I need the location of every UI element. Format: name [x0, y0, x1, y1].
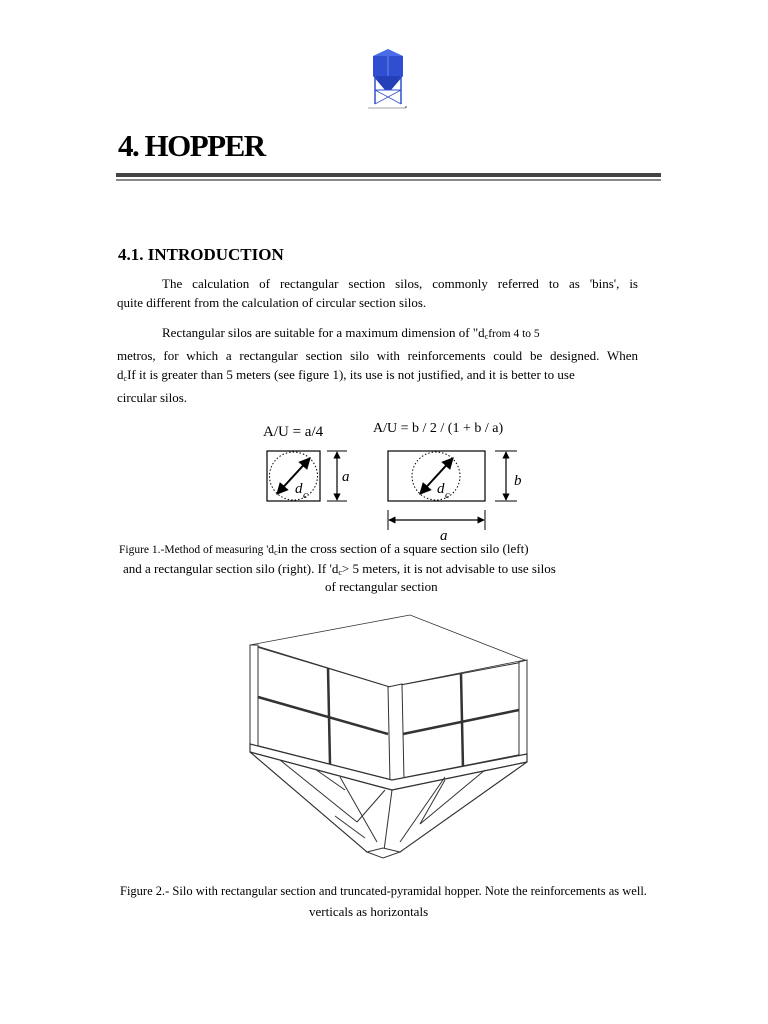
formula-right: A/U = b / 2 / (1 + b / a) [373, 421, 504, 436]
hopper-front-edge [383, 790, 392, 858]
figure-1-caption-line-1: Figure 1.-Method of measuring '$d_cin$ the cross section of a square section silo (left) [119, 541, 529, 557]
hopper-brace-8 [335, 816, 365, 838]
left-horizontal-rib [258, 697, 388, 734]
section-heading: 4.1. INTRODUCTION [118, 245, 284, 264]
silo-left-face [253, 645, 392, 780]
figure-1-caption-line-3: of rectangular section [325, 579, 438, 594]
hopper-outlet [367, 848, 400, 858]
paragraph-1-line-2: quite different from the calculation of circular section silos. [117, 295, 427, 310]
figure-2-silo-drawing [245, 612, 535, 867]
rectangular-label-c: c [445, 489, 450, 501]
hopper-brace-7 [420, 780, 445, 824]
paragraph-2 [117, 323, 638, 407]
paragraph-2-line-1: Rectangular silos are suitable for a maximum dimension of "$d_cfrom$ 4 to 5 [162, 325, 540, 341]
hopper-brace-3 [340, 777, 377, 842]
hopper-brace-4 [357, 790, 385, 822]
chapter-title: 4. HOPPER [118, 128, 265, 163]
title-rule-thin [116, 179, 661, 181]
rectangular-label-d: d [437, 481, 445, 497]
title-rule [116, 173, 661, 177]
silo-corner-post-left [250, 645, 258, 747]
square-label-c: c [303, 489, 308, 501]
rectangular-label-b: b [514, 473, 522, 489]
formula-left: A/U = a/4 [263, 424, 324, 440]
silo-corner-post-front [388, 684, 404, 782]
silo-top-face [250, 615, 525, 687]
silo-base-band [250, 744, 527, 790]
figure-1-diagram [255, 416, 555, 546]
paragraph-1 [117, 274, 638, 312]
paragraph-2-line-4: circular silos. [117, 390, 188, 405]
paragraph-2-line-2: metros, for which a rectangular section silo with reinforcements could be designed. When [117, 348, 638, 363]
figure-1-caption-line-2: and a rectangular section silo (right). If '$d_c> 5$ meters, it is not advisable to use silos [123, 561, 556, 577]
figure-2-caption-line-1: Figure 2.- Silo with rectangular section and truncated-pyramidal hopper. Note the reinforcements as well. [120, 884, 647, 898]
figure-2-caption-line-2: verticals as horizontals [309, 904, 429, 919]
square-label-a: a [342, 469, 350, 485]
silo-logo-icon [366, 46, 410, 110]
silo-corner-post-right [519, 660, 527, 756]
paragraph-1-line-1: The calculation of rectangular section silos, commonly referred to as 'bins', is [162, 276, 638, 291]
paragraph-2-line-3: $d_cIf$ it is greater than 5 meters (see figure 1), its use is not justified, and it is better to use [117, 367, 575, 383]
square-label-d: d [295, 481, 303, 497]
rectangular-label-a: a [440, 528, 448, 544]
